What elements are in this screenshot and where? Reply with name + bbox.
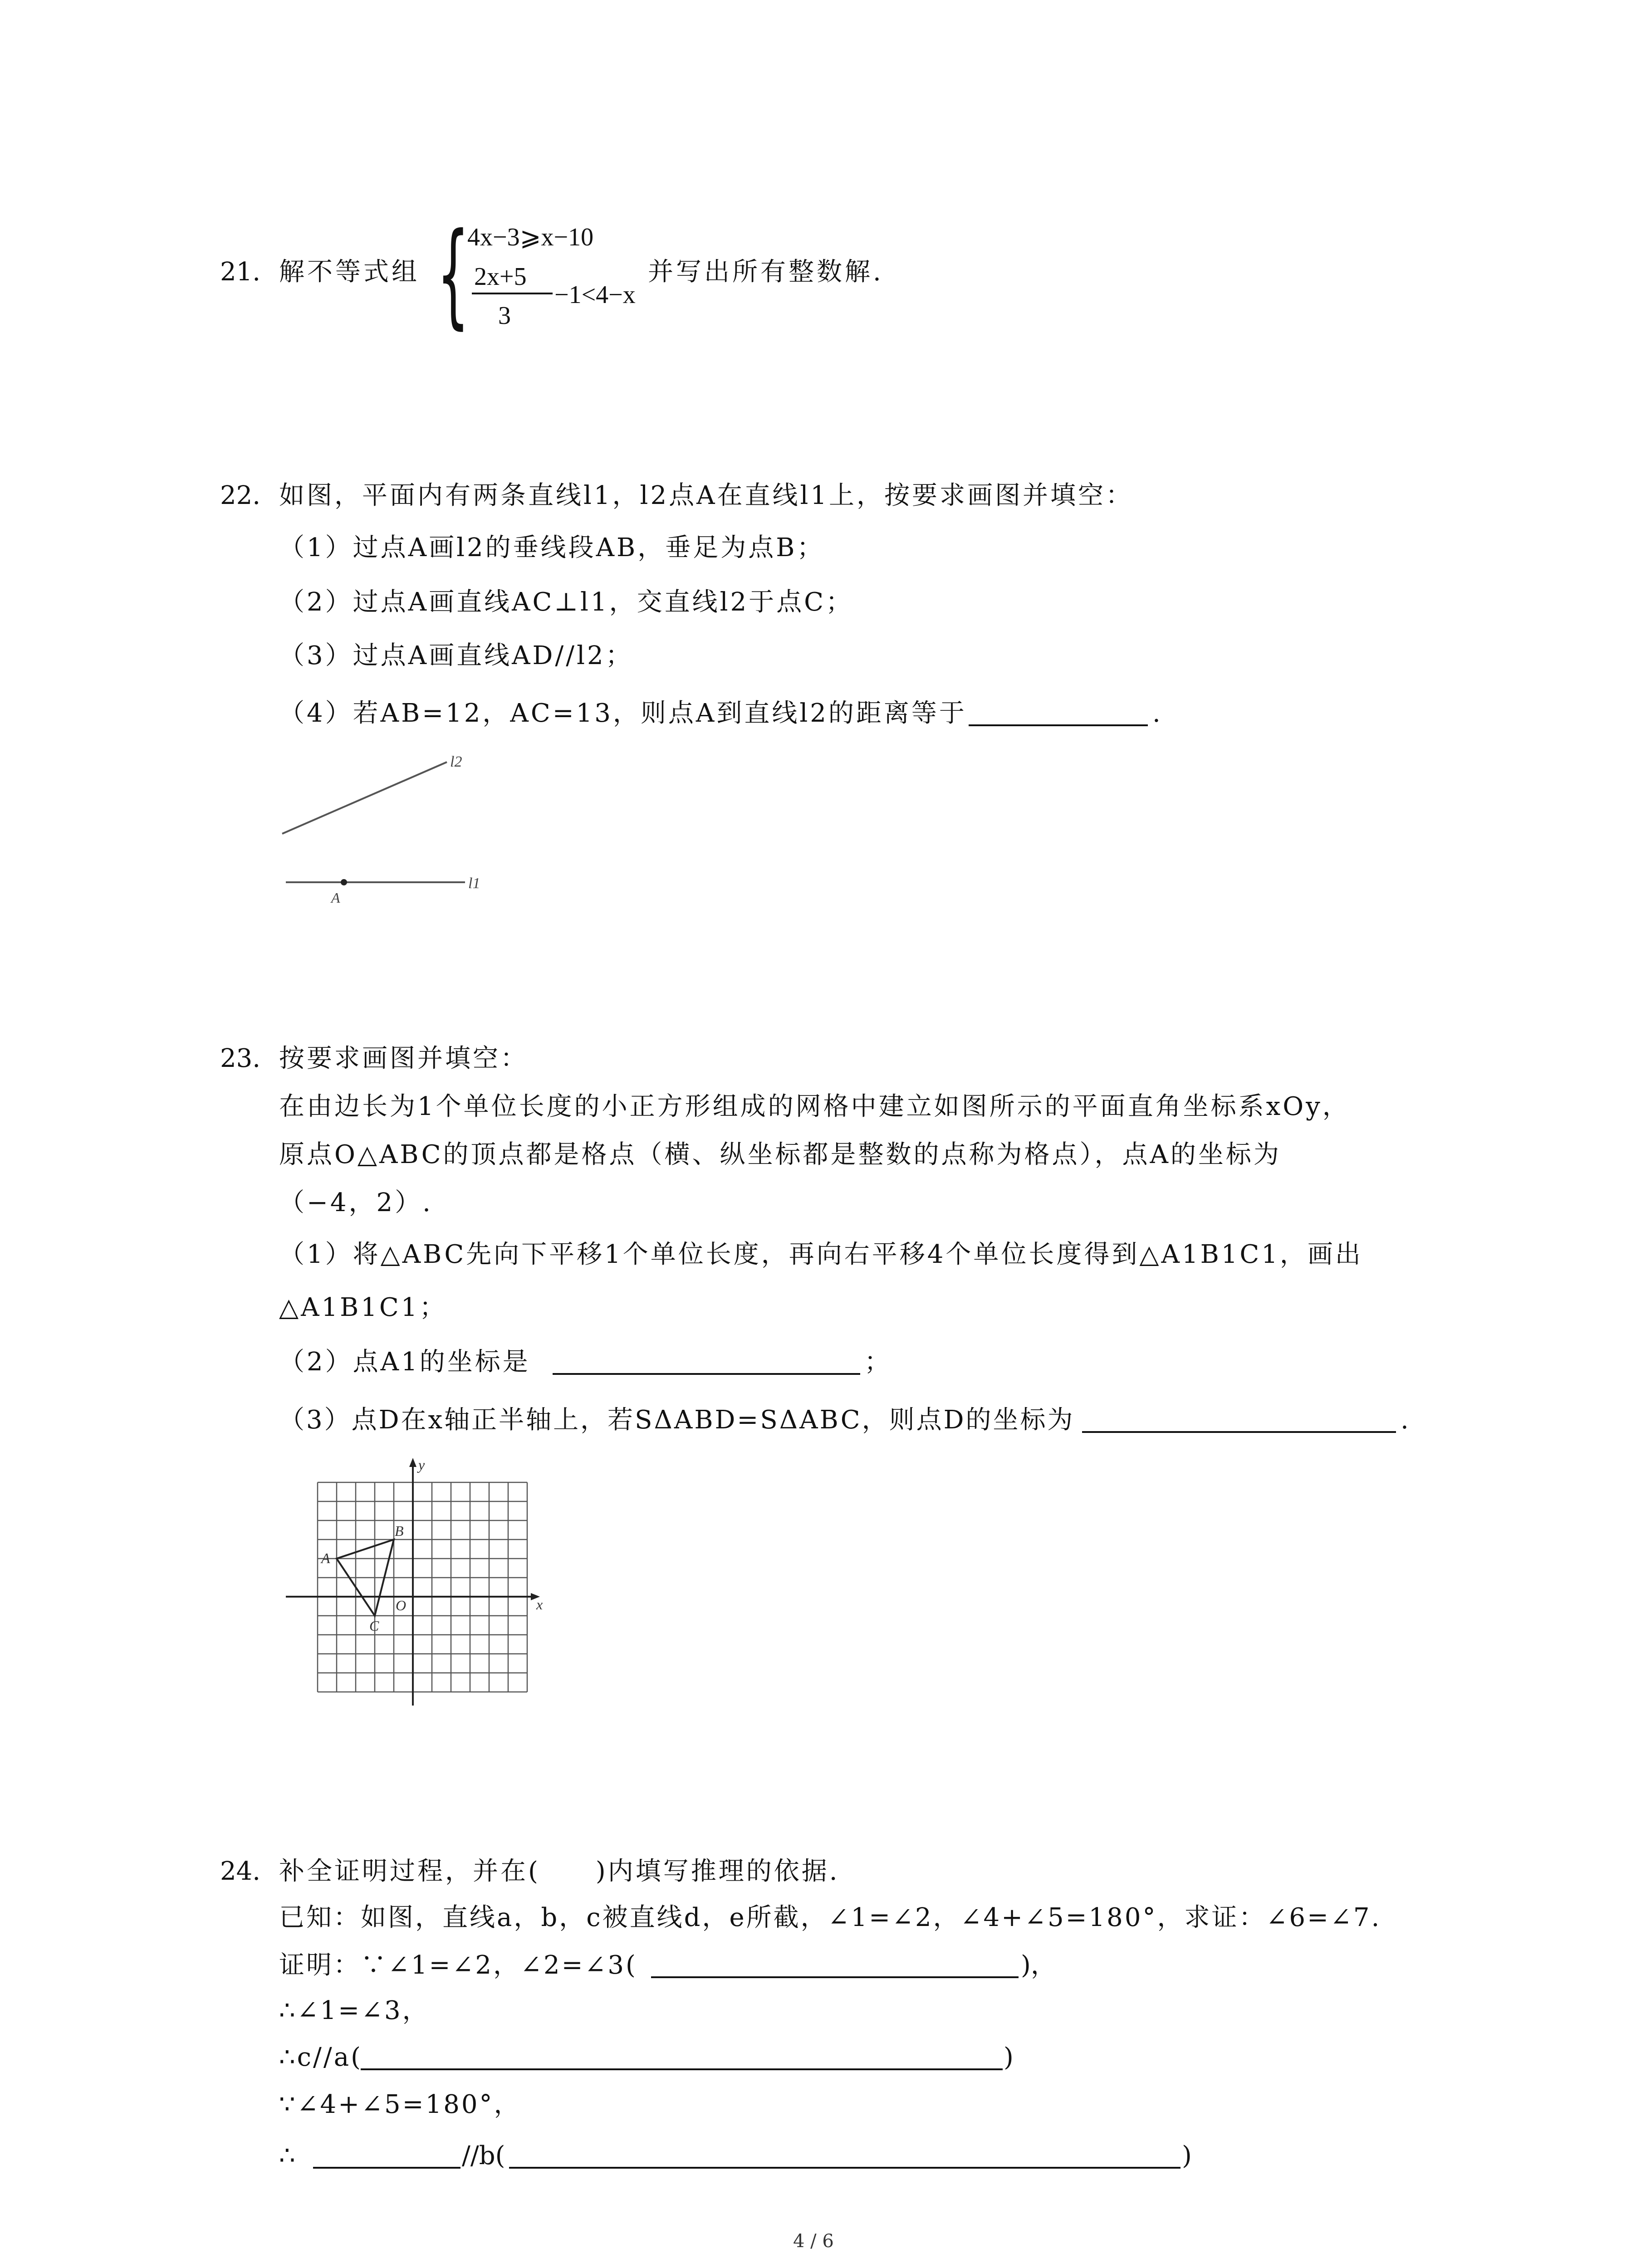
grid bbox=[318, 1482, 527, 1692]
q22-item-2: （2）过点A画直线AC⊥l1，交直线l2于点C； bbox=[279, 587, 853, 617]
q24-line-5-blank-2[interactable] bbox=[509, 2143, 1181, 2169]
q23-stem-3: 原点O△ABC的顶点都是格点（横、纵坐标都是整数的点称为格点），点A的坐标为 bbox=[279, 1140, 1281, 1169]
q23-item-1a: （1）将△ABC先向下平移1个单位长度，再向右平移4个单位长度得到△A1B1C1，画出 bbox=[279, 1240, 1363, 1269]
q24-given: 已知：如图，直线a，b，c被直线d，e所截，∠1=∠2，∠4+∠5=180°，求证：∠6=∠7. bbox=[279, 1903, 1381, 1932]
q23-item-2-blank[interactable] bbox=[553, 1349, 860, 1375]
q23-item-1b: △A1B1C1； bbox=[279, 1293, 447, 1322]
origin-label: O bbox=[396, 1597, 407, 1613]
q22-stem: 如图，平面内有两条直线l1，l2点A在直线l1上，按要求画图并填空： bbox=[279, 481, 1134, 510]
l2-label: l2 bbox=[450, 753, 462, 770]
vertex-c-label: C bbox=[369, 1618, 379, 1634]
q24-line-2: ∴∠1=∠3， bbox=[279, 1996, 430, 2025]
q23-item-3: （3）点D在x轴正半轴上，若SΔABD=SΔABC，则点D的坐标为 bbox=[279, 1405, 1075, 1435]
q21-suffix: 并写出所有整数解. bbox=[648, 257, 884, 287]
q23-item-2: （2）点A1的坐标是 bbox=[279, 1347, 530, 1377]
q22-answer-blank[interactable] bbox=[969, 701, 1148, 726]
q22-item-1: （1）过点A画l2的垂线段AB，垂足为点B； bbox=[279, 533, 825, 562]
q21-inequality-1: 4x−3⩾x−10 bbox=[467, 223, 594, 251]
q22-figure bbox=[272, 744, 508, 916]
a-label: A bbox=[331, 890, 340, 906]
q24-number: 24. bbox=[220, 1857, 261, 1886]
q21-fraction-numerator: 2x+5 bbox=[474, 263, 527, 291]
l1-label: l1 bbox=[468, 875, 480, 892]
q24-line-5-blank-1[interactable] bbox=[313, 2143, 460, 2169]
q21-number: 21. bbox=[220, 257, 261, 287]
q22-item-3: （3）过点A画直线AD//l2； bbox=[279, 641, 633, 670]
q23-stem-4: （−4，2）. bbox=[279, 1188, 433, 1217]
vertex-b-label: B bbox=[395, 1523, 404, 1539]
point-a-dot bbox=[341, 879, 347, 885]
q23-figure bbox=[272, 1452, 563, 1715]
q23-item-3-end: . bbox=[1401, 1405, 1409, 1435]
page-number: 4 / 6 bbox=[793, 2231, 834, 2252]
q24-line-5c: ) bbox=[1182, 2141, 1192, 2170]
q23-number: 23. bbox=[220, 1044, 261, 1073]
q24-line-3-blank[interactable] bbox=[361, 2045, 1003, 2070]
q24-line-3b: ) bbox=[1004, 2043, 1014, 2072]
q23-stem-1: 按要求画图并填空： bbox=[279, 1044, 528, 1073]
q24-line-1-blank[interactable] bbox=[651, 1953, 1019, 1978]
q23-item-2-end: ； bbox=[864, 1347, 890, 1377]
q21-lead: 解不等式组 bbox=[279, 257, 420, 287]
q24-stem: 补全证明过程，并在( )内填写推理的依据. bbox=[279, 1857, 840, 1886]
q21-fraction-bar bbox=[472, 293, 553, 294]
line-l2 bbox=[282, 762, 447, 834]
q24-line-1b: )， bbox=[1021, 1950, 1056, 1980]
q21-inequality-2-tail: −1<4−x bbox=[554, 281, 636, 309]
q21-brace: { bbox=[437, 208, 470, 340]
q24-line-1a: 证明：∵∠1=∠2，∠2=∠3( bbox=[279, 1950, 637, 1980]
q21-fraction-denominator: 3 bbox=[498, 302, 511, 330]
q24-line-4: ∵∠4+∠5=180°， bbox=[279, 2090, 521, 2119]
q24-line-3a: ∴c//a( bbox=[279, 2043, 362, 2072]
y-axis-label: y bbox=[418, 1457, 425, 1473]
y-axis-arrow bbox=[409, 1458, 416, 1467]
q22-number: 22. bbox=[220, 481, 261, 510]
q23-stem-2: 在由边长为1个单位长度的小正方形组成的网格中建立如图所示的平面直角坐标系xOy， bbox=[279, 1092, 1350, 1121]
q24-line-5a: ∴ bbox=[279, 2141, 295, 2170]
vertex-a-label: A bbox=[321, 1550, 330, 1566]
q22-item-4: （4）若AB=12，AC=13，则点A到直线l2的距离等于 bbox=[279, 699, 967, 728]
x-axis-label: x bbox=[536, 1596, 543, 1613]
q22-end-mark: . bbox=[1152, 699, 1161, 728]
q24-line-5b: //b( bbox=[462, 2141, 505, 2170]
q23-item-3-blank[interactable] bbox=[1082, 1408, 1396, 1433]
